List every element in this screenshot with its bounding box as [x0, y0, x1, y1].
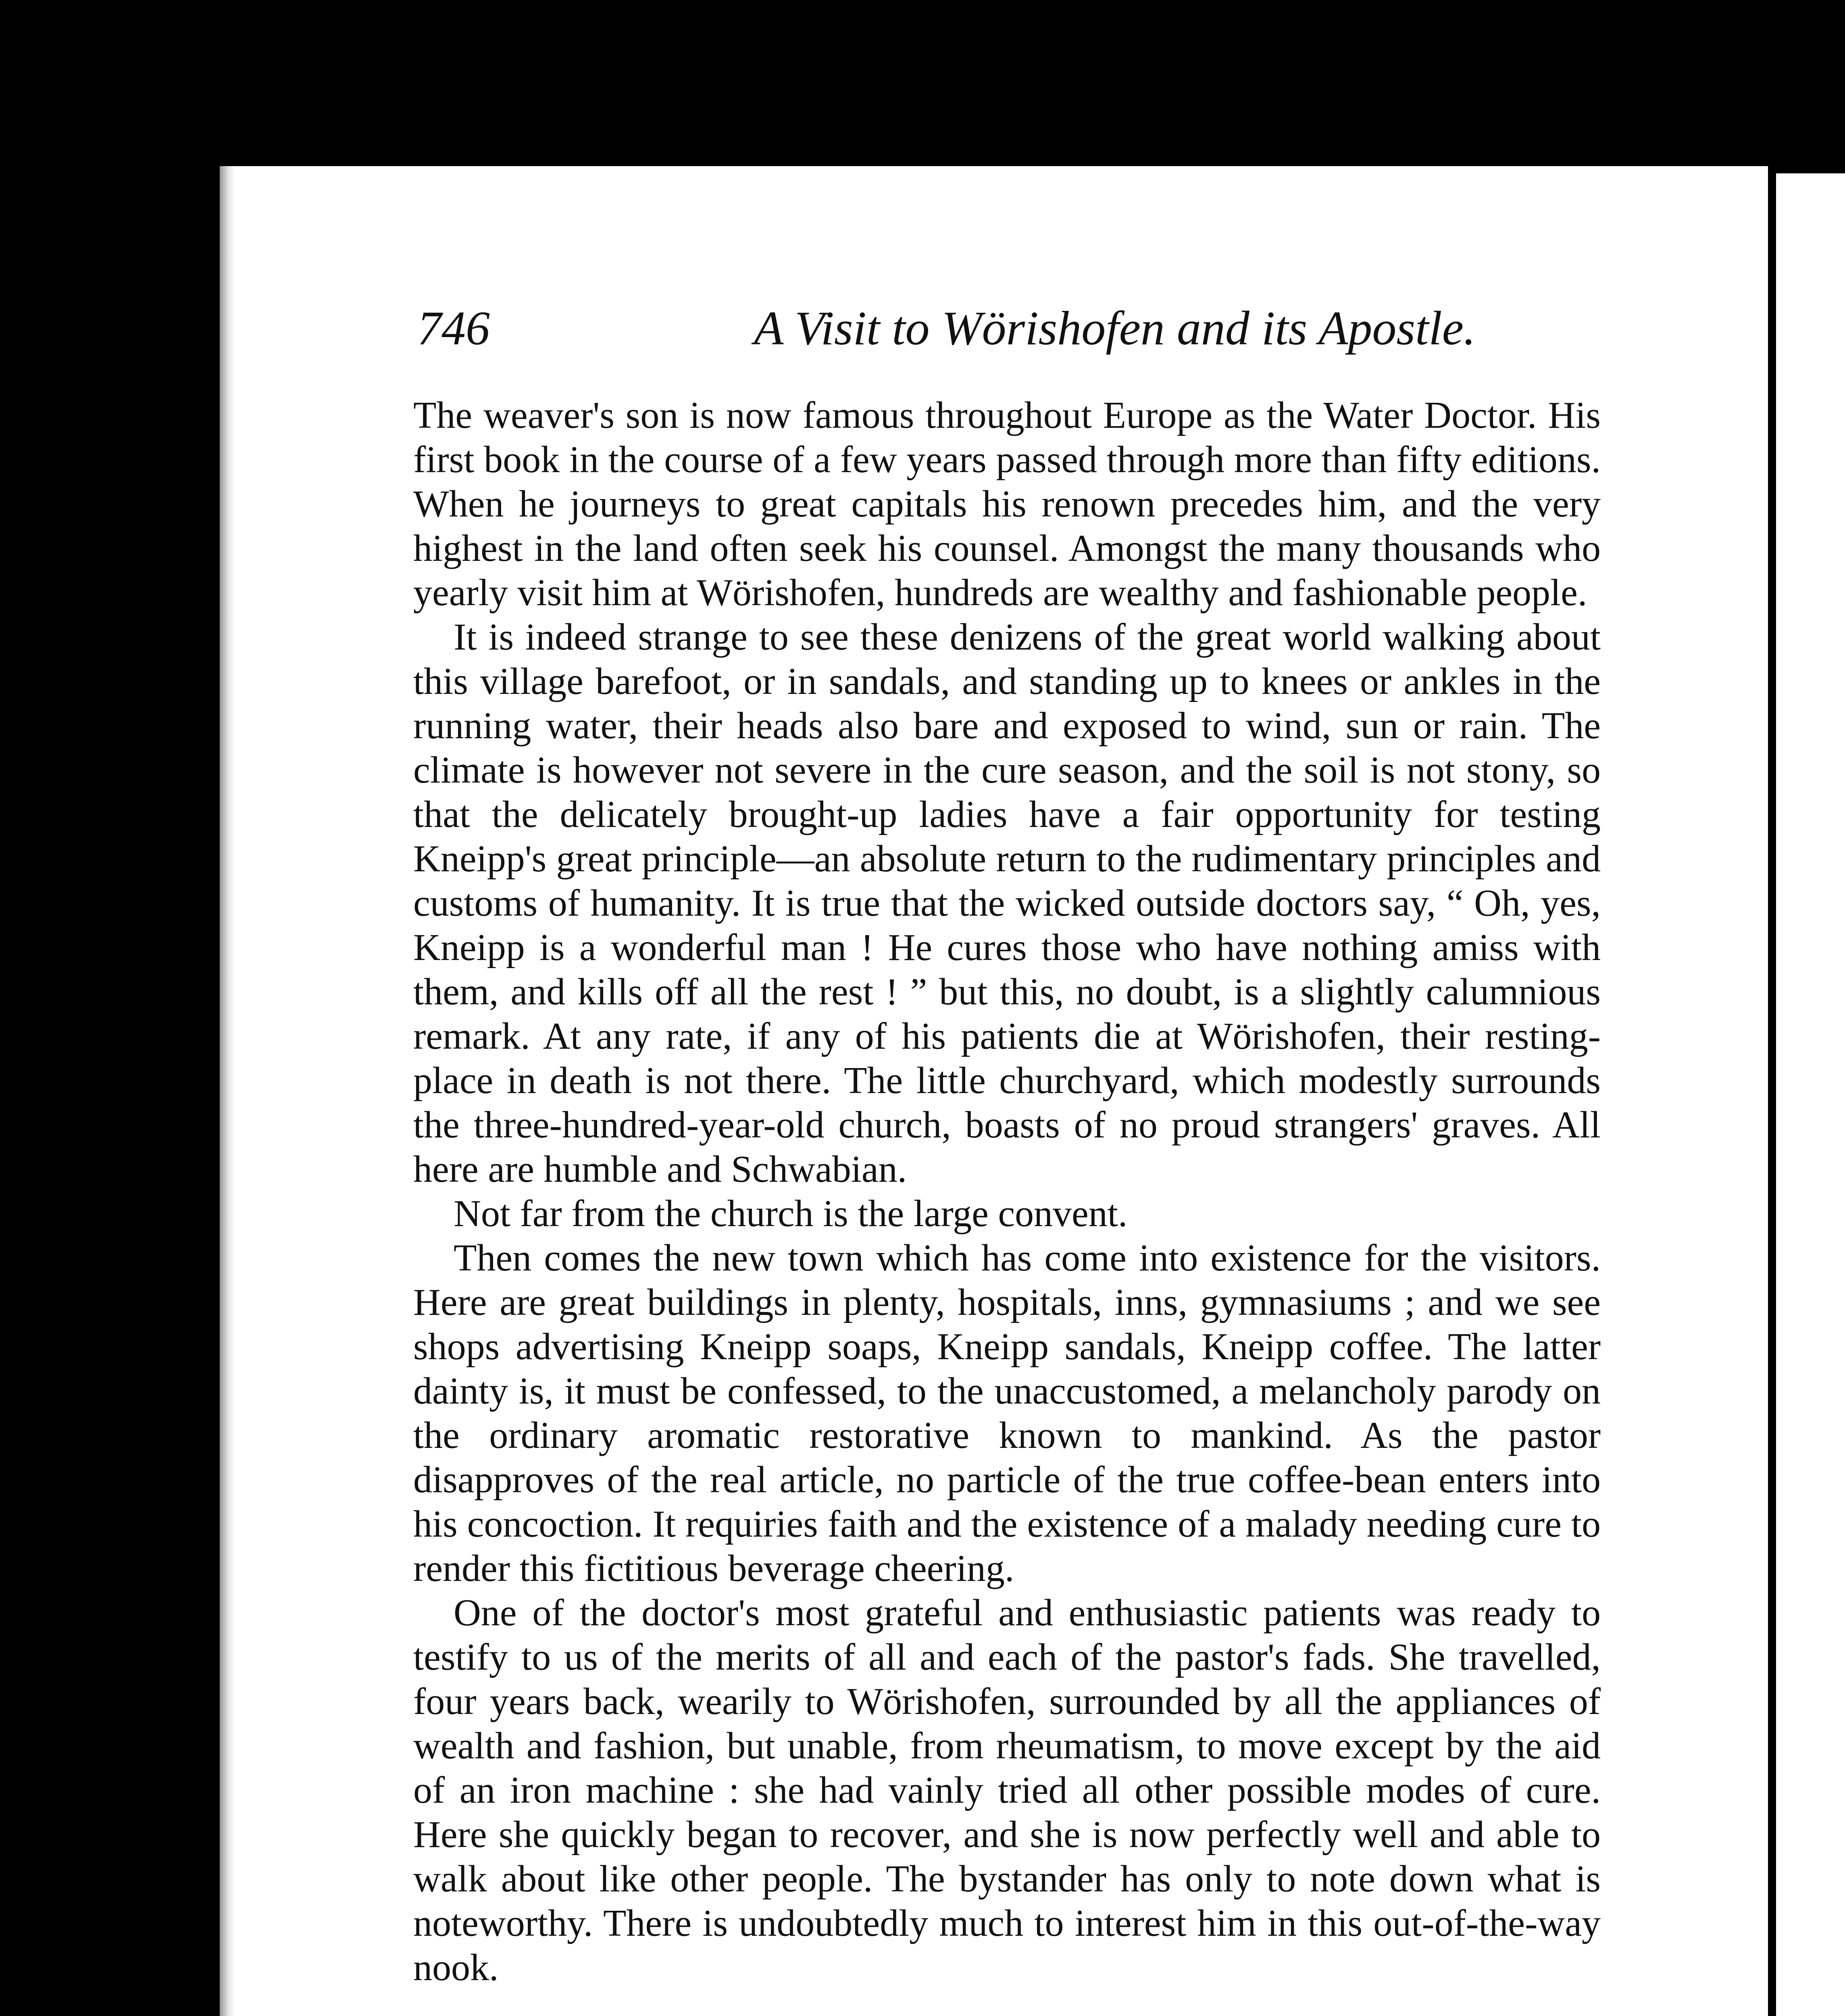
- page-gutter: [220, 166, 235, 2016]
- paragraph: Then comes the new town which has come into existence for the visitors. Here are great buildings in plenty, hospitals, inns, gymnasiums ; and we see shops advertising Kneipp soaps, Kneipp sandals, Kneipp coffee. The latter dainty is, it must be confessed, to the unaccustomed, a melancholy parody on the ordinary aromatic restorative known to mankind. As the pastor disapproves of the real article, no particle of the true coffee-bean enters into his concoction. It requiries faith and the existence of a malady needing cure to render this fictitious beverage cheering.: [413, 1237, 1601, 1589]
- page-number: 746: [417, 301, 490, 355]
- running-title: A Visit to Wörishofen and its Apostle.: [754, 301, 1476, 355]
- paragraph: Not far from the church is the large convent.: [454, 1193, 1128, 1235]
- facing-page-edge: [1772, 173, 1845, 2016]
- page-header: [417, 300, 1601, 361]
- paragraph: The weaver's son is now famous throughout Europe as the Water Doctor. His first book in the course of a few years passed through more than fifty editions. When he journeys to great capitals his renown precedes him, and the very highest in the land often seek his counsel. Amongst the many thousands who yearly visit him at Wörishofen, hundreds are wealthy and fashionable people.: [413, 394, 1601, 614]
- paragraph: It is indeed strange to see these denizens of the great world walking about this village barefoot, or in sandals, and standing up to knees or ankles in the running water, their heads also bare and exposed to wind, sun or rain. The climate is however not severe in the cure season, and the soil is not stony, so that the delicately brought-up ladies have a fair opportunity for testing Kneipp's great principle—an absolute return to the rudimentary principles and customs of humanity. It is true that the wicked outside doctors say, “ Oh, yes, Kneipp is a wonderful man ! He cures those who have nothing amiss with them, and kills off all the rest ! ” but this, no doubt, is a slightly calumnious remark. At any rate, if any of his patients die at Wörishofen, their resting-place in death is not there. The little churchyard, which modestly surrounds the three-hundred-year-old church, boasts of no proud strangers' graves. All here are humble and Schwabian.: [413, 616, 1601, 1190]
- paragraph: One of the doctor's most grateful and enthusiastic patients was ready to testify to us of the merits of all and each of the pastor's fads. She travelled, four years back, wearily to Wörishofen, surrounded by all the appliances of wealth and fashion, but unable, from rheumatism, to move except by the aid of an iron machine : she had vainly tried all other possible modes of cure. Here she quickly began to recover, and she is now perfectly well and able to walk about like other people. The bystander has only to note down what is noteworthy. There is undoubtedly much to interest him in this out-of-the-way nook.: [413, 1592, 1601, 1989]
- article-body: [413, 393, 1601, 1990]
